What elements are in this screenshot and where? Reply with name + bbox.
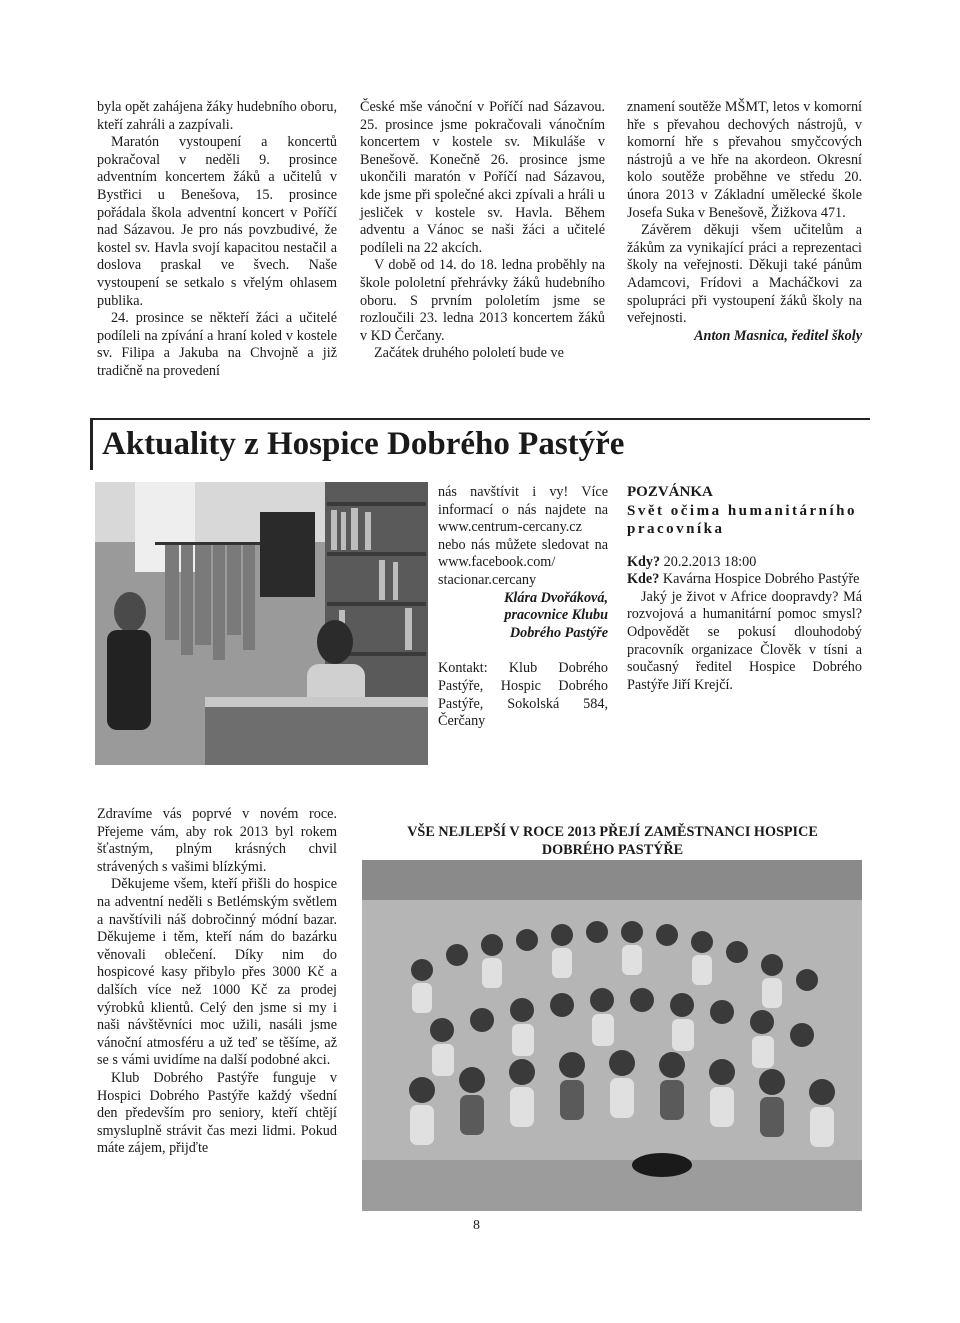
header-bar xyxy=(90,418,93,470)
paragraph: 24. prosince se někteří žáci a učitelé podíleli na zpívání a hraní koled v kostele sv. Filipa a Jakuba na Chvojně a již tradičně na provedení xyxy=(97,310,337,379)
bazaar-photo xyxy=(95,482,428,765)
paragraph: Děkujeme všem, kteří přišli do hospice na adventní neděli s Betlémským světlem a navštívili náš dobročinný módní bazar. Děkujeme i těm, kteří nám do bazárku věnovali oblečení. Díky nim do hospicové kasy přibylo přes 3000 Kč a dalších více než 1000 Kč za prodej výrobků klientů. Celý den jsme si my i naši návštěvníci moc užili, nasáli jsme vánoční atmosféru a už teď se těšíme, až se s vámi uvidíme na další podobné akci. xyxy=(97,876,337,1069)
invite-where xyxy=(627,571,862,589)
when-label: Kdy? xyxy=(627,553,661,570)
greeting-banner xyxy=(370,824,855,859)
top-column-2 xyxy=(360,99,605,363)
invite-subtitle: Svět očima humanitárního pracovníka xyxy=(627,502,858,537)
invite-title: POZVÁNKA xyxy=(627,484,713,500)
section-title: Aktuality z Hospice Dobrého Pastýře xyxy=(102,426,625,462)
paragraph: Závěrem děkuji všem učitelům a žákům za vynikající práci a reprezentaci školy na veřejnosti. Děkuji také pánům Adamcovi, Frídovi a Macháčkovi za spolupráci při vystoupení žáků školy na veřejnosti. xyxy=(627,222,862,327)
where-value: Kavárna Hospice Dobrého Pastýře xyxy=(662,571,860,588)
paragraph: V době od 14. do 18. ledna proběhly na škole pololetní přehrávky žáků hudebního oboru. S prvním pololetím jsme se rozloučili 23. ledna 2013 koncertem žáků v KD Čerčany. xyxy=(360,257,605,344)
signature-line: Dobrého Pastýře xyxy=(509,624,608,641)
section-header xyxy=(90,418,870,470)
top-column-1 xyxy=(97,99,337,381)
contact: Kontakt: Klub Dobrého Pastýře, Hospic Dobrého Pastýře, Sokolská 584, Čerčany xyxy=(438,660,608,730)
invite-text: Jaký je život v Africe doopravdy? Má rozvojová a humanitární pomoc smysl? Odpovědět se pokusí dlouhodobý pracovník organizace Člověk v tísni a současný ředitel Hospice Dobrého Pastýře Jiří Krejčí. xyxy=(627,588,862,693)
paragraph: Maratón vystoupení a koncertů pokračoval v neděli 9. prosince adventním koncertem žáků a učitelů v Bystřici u Benešova, 15. prosince pořádala škola adventní koncert v Poříčí nad Sázavou. Je pro nás povzbudivé, že kostel sv. Havla svojí kapacitou nestačil a doslova praskal ve švech. Naše vystoupení se setkalo s vřelým ohlasem publika. xyxy=(97,134,337,309)
signature-line: Klára Dvořáková, xyxy=(503,589,608,606)
paragraph: České mše vánoční v Poříčí nad Sázavou. 25. prosince jsme pokračovali vánočním koncertem v kostele sv. Mikuláše v Benešově. Konečně 26. prosince jsme ukončili maratón v Poříčí nad Sázavou, kde jsme při společné akci zpívali a hráli u jesliček v kostele sv. Havla. Během adventu a Vánoc se naši žáci a učitelé podíleli na 22 akcích. xyxy=(360,99,605,256)
signature-line: pracovnice Klubu xyxy=(504,607,608,624)
paragraph: Klub Dobrého Pastýře funguje v Hospici Dobrého Pastýře každý všední den především pro seniory, kteří chtějí smysluplně strávit čas mezi lidmi. Pokud máte zájem, přijďte xyxy=(97,1069,337,1157)
banner-line: VŠE NEJLEPŠÍ V ROCE 2013 PŘEJÍ ZAMĚSTNANCI HOSPICE xyxy=(407,824,818,840)
paragraph: znamení soutěže MŠMT, letos v komorní hře s převahou dechových nástrojů, v komorní hře s převahou smyčcových nástrojů a ve hře na akordeon. Okresní kolo soutěže proběhne ve středu 20. února 2013 v Základní umělecké škole Josefa Suka v Benešově, Žižkova 471. xyxy=(627,99,862,221)
page-number: 8 xyxy=(473,1218,480,1233)
when-value: 20.2.2013 18:00 xyxy=(663,553,757,570)
bottom-column-1 xyxy=(97,806,337,1158)
top-column-3 xyxy=(627,99,862,345)
paragraph: nás navštívit i vy! Více informací o nás najdete na www.centrum-cercany.cz nebo nás můžete sledovat na www.facebook.com/ stacionar.cercany xyxy=(438,484,608,588)
paragraph: Zdravíme vás poprvé v novém roce. Přejeme vám, aby rok 2013 byl rokem šťastným, plným krásných chvil strávených s vašimi blízkými. xyxy=(97,806,337,875)
paragraph: byla opět zahájena žáky hudebního oboru, kteří zahráli a zazpívali. xyxy=(97,99,337,133)
banner-line: DOBRÉHO PASTÝŘE xyxy=(541,841,684,858)
invitation xyxy=(627,484,862,694)
staff-group-photo xyxy=(362,860,862,1211)
where-label: Kde? xyxy=(627,571,660,588)
paragraph: Začátek druhého pololetí bude ve xyxy=(374,345,564,362)
mid-column-2 xyxy=(438,484,608,731)
header-rule xyxy=(90,418,870,420)
invite-when xyxy=(627,554,862,572)
article-signature: Anton Masnica, ředitel školy xyxy=(694,327,862,344)
